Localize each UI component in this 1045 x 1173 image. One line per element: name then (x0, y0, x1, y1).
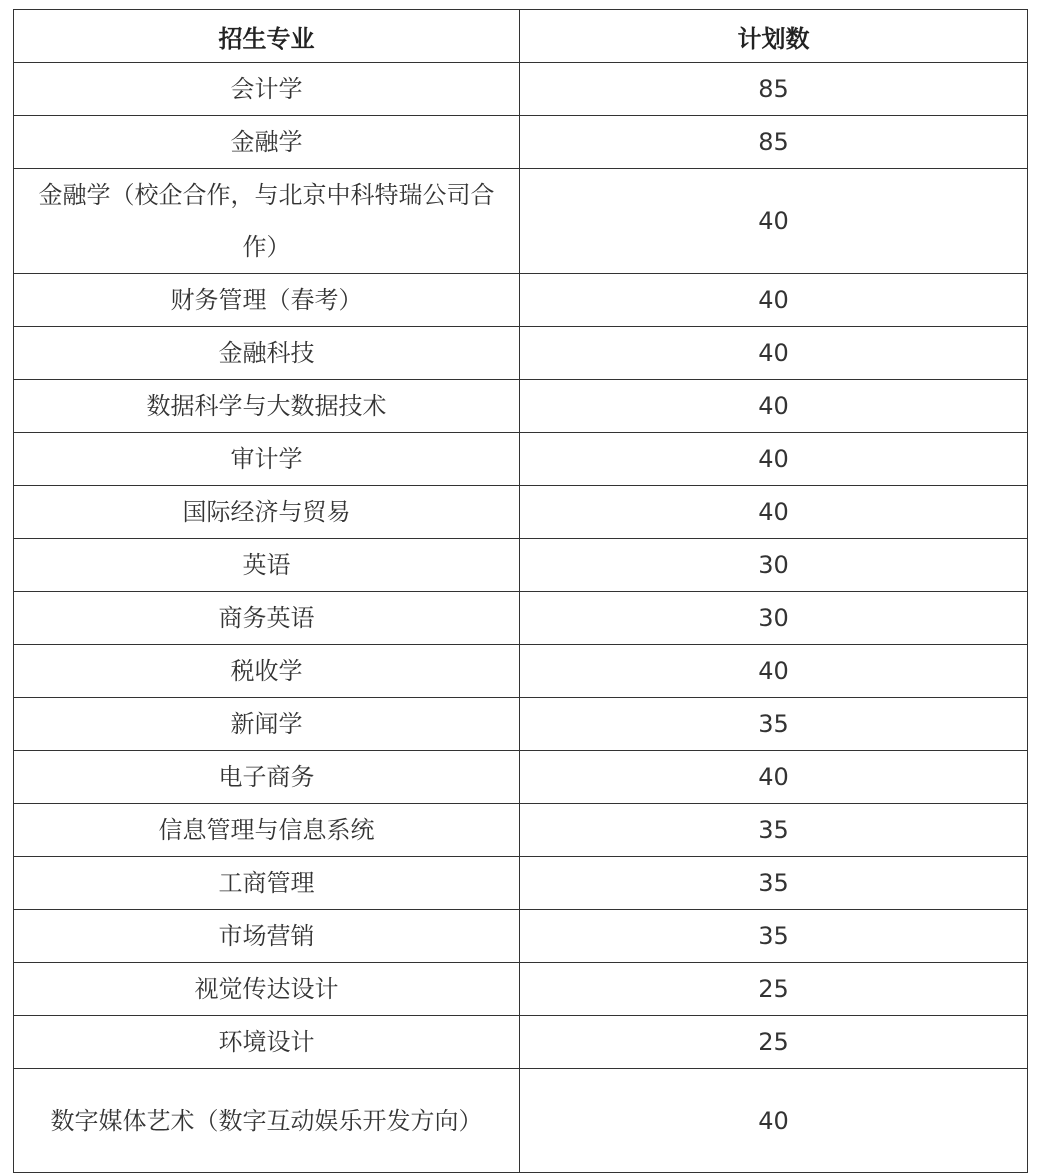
table-row (14, 963, 1028, 1016)
major-name: 视觉传达设计 (194, 975, 339, 1003)
count-cell: 35 (520, 698, 1028, 751)
table-row (14, 751, 1028, 804)
major-name: 税收学 (230, 657, 303, 685)
major-cell (14, 327, 520, 380)
major-name: 电子商务 (218, 763, 315, 791)
header-major: 招生专业 (14, 10, 520, 63)
major-cell (14, 910, 520, 963)
major-name: 英语 (242, 551, 291, 579)
table-row (14, 1016, 1028, 1069)
major-cell (14, 116, 520, 169)
count-cell: 40 (520, 751, 1028, 804)
table-row (14, 116, 1028, 169)
major-cell (14, 963, 520, 1016)
enrollment-plan-table (13, 9, 1028, 1173)
count-cell: 40 (520, 169, 1028, 274)
table-row (14, 433, 1028, 486)
table-row (14, 274, 1028, 327)
count-cell: 40 (520, 645, 1028, 698)
table-row (14, 63, 1028, 116)
count-cell: 40 (520, 380, 1028, 433)
count-cell: 85 (520, 63, 1028, 116)
count-cell: 85 (520, 116, 1028, 169)
table-row (14, 910, 1028, 963)
table-row (14, 857, 1028, 910)
major-cell (14, 751, 520, 804)
major-cell (14, 63, 520, 116)
major-name: 新闻学 (230, 710, 303, 738)
major-cell (14, 804, 520, 857)
table-row (14, 698, 1028, 751)
major-cell (14, 433, 520, 486)
major-cell (14, 1016, 520, 1069)
major-name: 会计学 (230, 75, 303, 103)
count-cell: 30 (520, 592, 1028, 645)
table-row (14, 380, 1028, 433)
major-name: 数据科学与大数据技术 (146, 392, 387, 420)
major-name: 金融学 (230, 128, 303, 156)
count-cell: 35 (520, 910, 1028, 963)
major-name: 工商管理 (218, 869, 315, 897)
table-row (14, 327, 1028, 380)
major-cell (14, 486, 520, 539)
count-cell: 25 (520, 963, 1028, 1016)
table-row (14, 169, 1028, 274)
major-name: 财务管理（春考） (170, 286, 363, 314)
table-row (14, 592, 1028, 645)
count-cell: 40 (520, 486, 1028, 539)
major-name: 商务英语 (218, 604, 315, 632)
table-row (14, 486, 1028, 539)
major-cell (14, 380, 520, 433)
header-count: 计划数 (520, 10, 1028, 63)
table-header-row (14, 10, 1028, 63)
major-cell (14, 539, 520, 592)
major-name: 信息管理与信息系统 (158, 816, 375, 844)
major-cell (14, 169, 520, 274)
major-name: 国际经济与贸易 (182, 498, 351, 526)
major-cell (14, 645, 520, 698)
major-cell (14, 274, 520, 327)
count-cell: 25 (520, 1016, 1028, 1069)
count-cell: 40 (520, 433, 1028, 486)
count-cell: 30 (520, 539, 1028, 592)
major-name: 金融科技 (218, 339, 315, 367)
major-cell (14, 592, 520, 645)
major-cell (14, 698, 520, 751)
major-name: 环境设计 (218, 1028, 315, 1056)
count-cell: 40 (520, 1069, 1028, 1173)
major-name: 市场营销 (218, 922, 315, 950)
count-cell: 40 (520, 274, 1028, 327)
table-row (14, 645, 1028, 698)
count-cell: 35 (520, 857, 1028, 910)
count-cell: 40 (520, 327, 1028, 380)
major-name: 金融学（校企合作，与北京中科特瑞公司合作） (38, 181, 495, 261)
table-row (14, 1069, 1028, 1173)
table-row (14, 539, 1028, 592)
table-row (14, 804, 1028, 857)
major-cell (14, 1069, 520, 1173)
count-cell: 35 (520, 804, 1028, 857)
major-cell (14, 857, 520, 910)
major-name: 数字媒体艺术（数字互动娱乐开发方向） (50, 1106, 483, 1135)
major-name: 审计学 (230, 445, 303, 473)
